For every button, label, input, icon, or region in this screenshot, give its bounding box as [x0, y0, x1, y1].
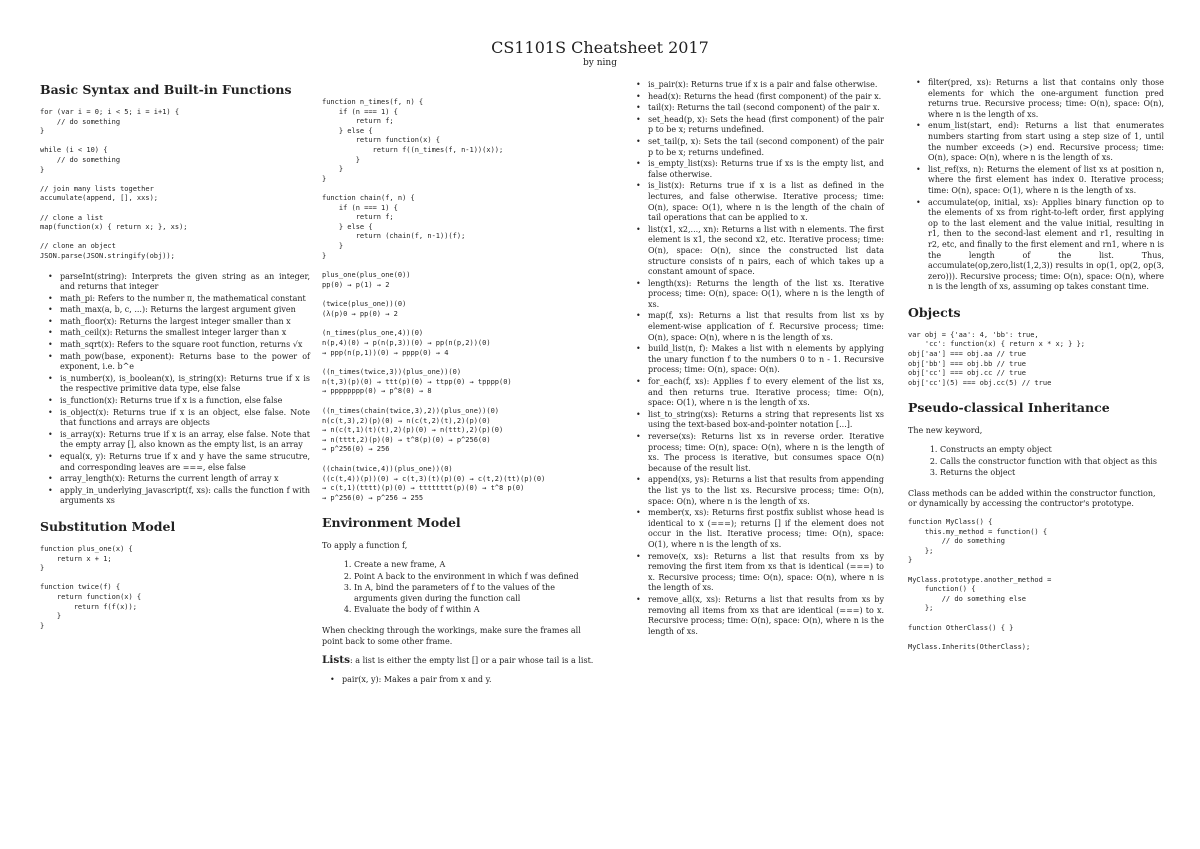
builtin-function-item: • equal(x, y): Returns true if x and y have the same strucutre, and corresponding leaves are ===, else false: [60, 452, 310, 473]
document-title: CS1101S Cheatsheet 2017: [491, 38, 709, 57]
list-function-item: • is_empty_list(xs): Returns true if xs is the empty list, and false otherwise.: [648, 159, 884, 180]
env-intro: To apply a function f,: [322, 541, 408, 551]
builtin-function-item: • math_sqrt(x): Refers to the square root function, returns √x: [60, 340, 310, 351]
builtin-function-item: • math_ceil(x): Returns the smallest integer larger than x: [60, 328, 310, 339]
lists-def-text: : a list is either the empty list [] or a pair whose tail is a list.: [350, 656, 594, 666]
list-functions-list-cont: [908, 78, 1164, 293]
substitution-trace: plus_one(plus_one(0)) pp(0) → p(1) → 2: [322, 271, 411, 289]
builtin-function-item: • is_array(x): Returns true if x is an array, else false. Note that the empty array [], also known as the empty list, is an array: [60, 430, 310, 451]
column-1: [40, 80, 310, 641]
list-function-item: • set_tail(p, x): Sets the tail (second component) of the pair p to be x; returns undefined.: [648, 137, 884, 158]
substitution-trace: ((chain(twice,4))(plus_one))(0) ((c(t,4))(p))(0) → c(t,3)(t)(p)(0) → c(t,2)(tt)(p)(0) → c(t,1)(tttt)(p)(0) → tttttttt(p)(0) → t^8 p(0) → p^256(0) → p^256 → 255: [322, 465, 546, 502]
column-2: [322, 98, 598, 693]
list-function-item: • set_head(p, x): Sets the head (first component) of the pair p to be x; returns undefined.: [648, 115, 884, 136]
env-note: When checking through the workings, make sure the frames all point back to some other frame.: [322, 625, 581, 646]
code-substitution: function plus_one(x) { return x + 1; } function twice(f) { return function(x) { return f(f(x)); } }: [40, 544, 142, 630]
builtin-function-item: • math_max(a, b, c, ...): Returns the largest argument given: [60, 305, 310, 316]
substitution-trace: (n_times(plus_one,4))(0) n(p,4)(0) → p(n(p,3))(0) → pp(n(p,2))(0) → ppp(n(p,1))(0) → pppp(0) → 4: [322, 329, 491, 357]
list-function-item: • is_list(x): Returns true if x is a list as defined in the lectures, and false otherwise. Iterative process; time: O(n), space: O(1), where n is the length of the chain of tail operations that can be applied to x.: [648, 181, 884, 223]
new-step-item: 2. Calls the constructor function with that object as this: [940, 457, 1164, 468]
code-objects: var obj = {'aa': 4, 'bb': true, 'cc': function(x) { return x * x; } }; obj['aa'] === obj.aa // true obj['bb'] === obj.bb // true obj['cc'] === obj.cc // true obj['cc'](5) === obj.cc(5) // true: [908, 330, 1086, 387]
builtin-function-item: • array_length(x): Returns the current length of array x: [60, 474, 310, 485]
env-step-item: 1. Create a new frame, A: [354, 560, 598, 571]
code-basic-syntax: for (var i = 0; i < 5; i = i+1) { // do something } while (i < 10) { // do something } // join many lists together accumulate(append, [], xxs); // clone a list map(function(x) { return x; }, xs); // clone an object JSON.parse(JSON.stringify(obj));: [40, 108, 188, 260]
heading-basic-syntax: Basic Syntax and Built-in Functions: [40, 82, 292, 97]
env-step-item: 3. In A, bind the parameters of f to the values of the arguments given during the function call: [354, 583, 598, 604]
list-function-item: • reverse(xs): Returns list xs in reverse order. Iterative process; time: O(n), space: O(n), where n is the length of xs. The process is iterative, but consumes space O(n) because of the result list.: [648, 432, 884, 474]
substitution-trace: (twice(plus_one))(0) (λ(p)0 → pp(0) → 2: [322, 300, 407, 318]
list-function-item: • append(xs, ys): Returns a list that results from appending the list ys to the list xs. Recursive process; time: O(n), space: O(n), where n is the length of xs.: [648, 475, 884, 507]
heading-pseudo-classical: Pseudo-classical Inheritance: [908, 400, 1110, 416]
list-function-item: • list_to_string(xs): Returns a string that represents list xs using the text-based box-and-pointer notation [...].: [648, 410, 884, 431]
heading-substitution-model: Substitution Model: [40, 518, 176, 534]
new-keyword-steps: [908, 445, 1164, 479]
lists-items: [322, 675, 598, 686]
substitution-trace: ((n_times(twice,3))(plus_one))(0) n(t,3)(p)(0) → ttt(p)(0) → ttpp(0) → tpppp(0) → pppppppp(0) → p^8(0) → 8: [322, 368, 512, 396]
list-function-item: • list_ref(xs, n): Returns the element of list xs at position n, where the first element has index 0. Iterative process; time: O(n), space: O(1), where n is the length of xs.: [928, 165, 1164, 197]
document-byline: by ning: [583, 58, 617, 68]
builtin-function-item: • is_number(x), is_boolean(x), is_string(x): Returns true if x is the respective primitive data type, else false: [60, 374, 310, 395]
builtin-function-item: • math_pow(base, exponent): Returns base to the power of exponent, i.e. b^e: [60, 352, 310, 373]
list-function-item: • is_pair(x): Returns true if x is a pair and false otherwise.: [648, 80, 884, 91]
builtin-function-item: • apply_in_underlying_javascript(f, xs): calls the function f with arguments xs: [60, 486, 310, 507]
list-function-item: • for_each(f, xs): Applies f to every element of the list xs, and then returns true. Iterative process; time: O(n), space: O(1), where n is the length of xs.: [648, 377, 884, 409]
substitution-trace: ((n_times(chain(twice,3),2))(plus_one))(0) n(c(t,3),2)(p)(0) → n(c(t,2)(t),2)(p)(0) → n(c(t,1)(t)(t),2)(p)(0) → n(ttt),2)(p)(0) → n(tttt,2)(p)(0) → t^8(p)(0) → p^256(0) → p^256(0) → 256: [322, 407, 504, 454]
builtin-functions-list: [40, 272, 310, 507]
column-4: [908, 78, 1164, 662]
list-functions-list: [628, 80, 884, 637]
list-function-item: • list(x1, x2,..., xn): Returns a list with n elements. The first element is x1, the second x2, etc. Iterative process; time: O(n), space: O(n), since the constructed list data structure consists of n pairs, each of which takes up a constant amount of space.: [648, 225, 884, 278]
env-step-item: 2. Point A back to the environment in which f was defined: [354, 572, 598, 583]
column-3: [628, 80, 884, 645]
builtin-function-item: • is_function(x): Returns true if x is a function, else false: [60, 396, 310, 407]
list-function-item: • member(x, xs): Returns first postfix sublist whose head is identical to x (===); returns [] if the element does not occur in the list. Iterative process; time: O(n), space: O(1), where n is the length of xs.: [648, 508, 884, 550]
builtin-function-item: • is_object(x): Returns true if x is an object, else false. Note that functions and arrays are objects: [60, 408, 310, 429]
heading-environment-model: Environment Model: [322, 515, 461, 531]
heading-objects: Objects: [908, 304, 961, 320]
document-header: [0, 38, 1200, 69]
list-function-item: • map(f, xs): Returns a list that results from list xs by element-wise application of f. Recursive process; time: O(n), space: O(n), where n is the length of xs.: [648, 311, 884, 343]
code-n-times-chain: function n_times(f, n) { if (n === 1) { return f; } else { return function(x) { return f((n_times(f, n-1))(x)); } } } function chain(f, n) { if (n === 1) { return f; } else { return (chain(f, n-1))(f); } }: [322, 98, 504, 260]
list-function-item: • filter(pred, xs): Returns a list that contains only those elements for which the one-argument function pred returns true. Recursive process; time: O(n), space: O(n), where n is the length of xs.: [928, 78, 1164, 120]
code-class: function MyClass() { this.my_method = function() { // do something }; } MyClass.prototype.another_method = function() { // do something else }; function OtherClass() { } MyClass.Inherits(OtherClass);: [908, 518, 1052, 651]
env-steps-list: [322, 560, 598, 616]
list-function-item: • enum_list(start, end): Returns a list that enumerates numbers starting from start using a step size of 1, until the number exceeds (>) end. Recursive process; time: O(n), space: O(n), where n is the length of xs.: [928, 121, 1164, 163]
list-function-item: • head(x): Returns the head (first component) of the pair x.: [648, 92, 884, 103]
lists-label: Lists: [322, 654, 351, 667]
list-function-item: • pair(x, y): Makes a pair from x and y.: [342, 675, 598, 686]
list-function-item: • build_list(n, f): Makes a list with n elements by applying the unary function f to the numbers 0 to n - 1. Recursive process; time: O(n), space: O(n).: [648, 344, 884, 376]
lists-definition: [322, 655, 598, 667]
new-keyword-intro: The new keyword,: [908, 426, 983, 436]
list-function-item: • remove(x, xs): Returns a list that results from xs by removing the first item from xs that is identical (===) to x. Recursive process; time: O(n), space: O(n), where n is the length of xs.: [648, 552, 884, 594]
builtin-function-item: • math_pi: Refers to the number π, the mathematical constant: [60, 294, 310, 305]
list-function-item: • length(xs): Returns the length of the list xs. Iterative process; time: O(n), space: O(1), where n is the length of xs.: [648, 279, 884, 311]
list-function-item: • accumulate(op, initial, xs): Applies binary function op to the elements of xs from right-to-left order, first applying op to the last element and the value initial, resulting in r1, then to the second-last element and r1, resulting in r2, etc, and finally to the first element and rn1, where n is the length of the list. Thus, accumulate(op,zero,list(1,2,3)) results in op(1, op(2, op(3, zero))). Recursive process; time: O(n), space: O(n), where n is the length of xs, assuming op takes constant time.: [928, 198, 1164, 293]
class-methods-note: Class methods can be added within the constructor function, or dynamically by accessing the contructor's prototype.: [908, 488, 1156, 509]
builtin-function-item: • parseInt(string): Interprets the given string as an integer, and returns that integer: [60, 272, 310, 293]
env-step-item: 4. Evaluate the body of f within A: [354, 605, 598, 616]
list-function-item: • remove_all(x, xs): Returns a list that results from xs by removing all items from xs that are identical (===) to x. Recursive process; time: O(n), space: O(n), where n is the length of xs.: [648, 595, 884, 637]
new-step-item: 1. Constructs an empty object: [940, 445, 1164, 456]
list-function-item: • tail(x): Returns the tail (second component) of the pair x.: [648, 103, 884, 114]
substitution-traces: [322, 271, 598, 503]
builtin-function-item: • math_floor(x): Returns the largest integer smaller than x: [60, 317, 310, 328]
new-step-item: 3. Returns the object: [940, 468, 1164, 479]
